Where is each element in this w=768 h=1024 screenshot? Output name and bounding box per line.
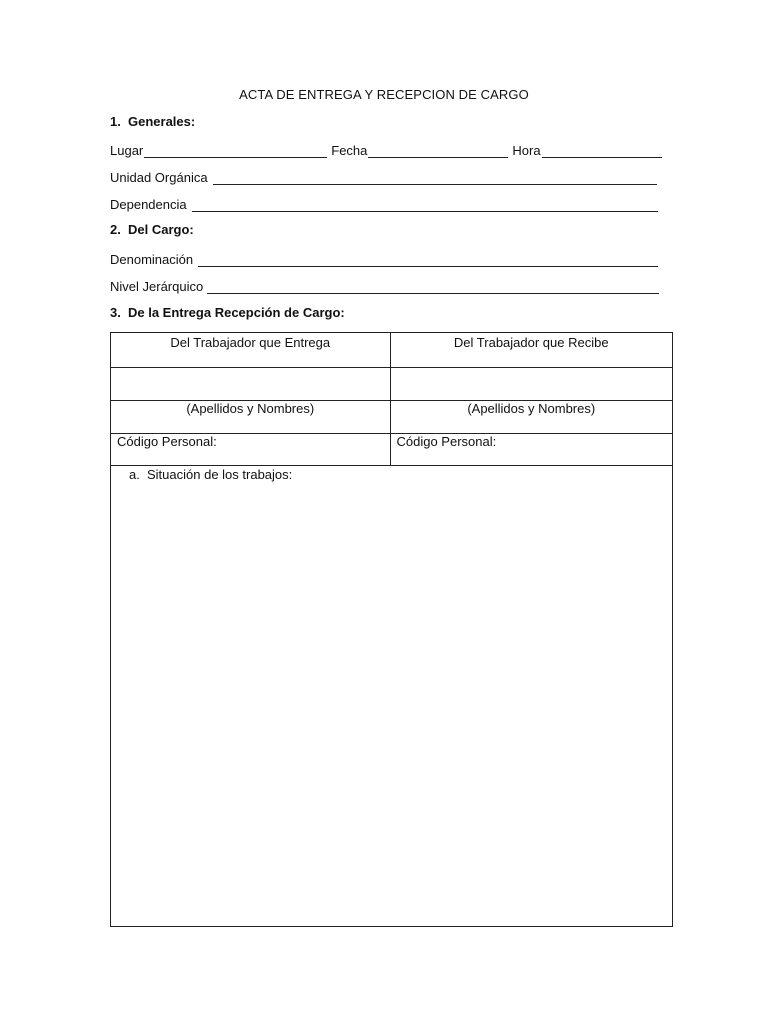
section-cargo-heading: [110, 222, 194, 237]
unidad-organica-row: [110, 167, 657, 185]
recibe-code-cell[interactable]: Código Personal:: [390, 434, 673, 466]
unidad-organica-field[interactable]: [213, 171, 657, 185]
dependencia-label: Dependencia: [110, 197, 187, 212]
hora-label: Hora: [512, 143, 541, 158]
entrega-code-cell[interactable]: Código Personal:: [111, 434, 391, 466]
item-letter: a.: [129, 467, 140, 482]
hora-field[interactable]: [542, 144, 662, 158]
denominacion-label: Denominación: [110, 252, 194, 267]
entrega-column-header: Del Trabajador que Entrega: [111, 333, 391, 368]
section-title: Generales:: [128, 114, 196, 129]
unidad-organica-label: Unidad Orgánica: [110, 170, 208, 185]
situacion-label: Situación de los trabajos:: [147, 467, 293, 482]
entrega-names-caption: (Apellidos y Nombres): [111, 401, 391, 434]
section-number: 2.: [110, 222, 121, 237]
section-number: 3.: [110, 305, 121, 320]
section-title: Del Cargo:: [128, 222, 194, 237]
section-entrega-heading: [110, 305, 345, 320]
denominacion-field[interactable]: [198, 253, 658, 267]
lugar-field[interactable]: [144, 144, 327, 158]
section-generales-heading: [110, 114, 195, 129]
table-row: [111, 434, 673, 466]
nivel-jerarquico-row: [110, 276, 659, 294]
table-row: [111, 368, 673, 401]
lugar-fecha-hora-row: [110, 140, 662, 158]
situacion-trabajos-cell[interactable]: [111, 466, 673, 927]
table-row: [111, 466, 673, 927]
lugar-label: Lugar: [110, 143, 144, 158]
dependencia-row: [110, 194, 658, 212]
situacion-item: [111, 467, 672, 482]
table-row: [111, 401, 673, 434]
denominacion-row: [110, 249, 658, 267]
document-title: ACTA DE ENTREGA Y RECEPCION DE CARGO: [239, 87, 529, 102]
fecha-label: Fecha: [331, 143, 368, 158]
recibe-name-cell[interactable]: [390, 368, 673, 401]
table-row: [111, 333, 673, 368]
entrega-name-cell[interactable]: [111, 368, 391, 401]
recibe-column-header: Del Trabajador que Recibe: [390, 333, 673, 368]
entrega-recepcion-table: [110, 332, 673, 927]
nivel-jerarquico-field[interactable]: [207, 280, 659, 294]
section-title: De la Entrega Recepción de Cargo:: [128, 305, 345, 320]
dependencia-field[interactable]: [192, 198, 658, 212]
section-number: 1.: [110, 114, 121, 129]
nivel-jerarquico-label: Nivel Jerárquico: [110, 279, 204, 294]
recibe-names-caption: (Apellidos y Nombres): [390, 401, 673, 434]
fecha-field[interactable]: [368, 144, 508, 158]
